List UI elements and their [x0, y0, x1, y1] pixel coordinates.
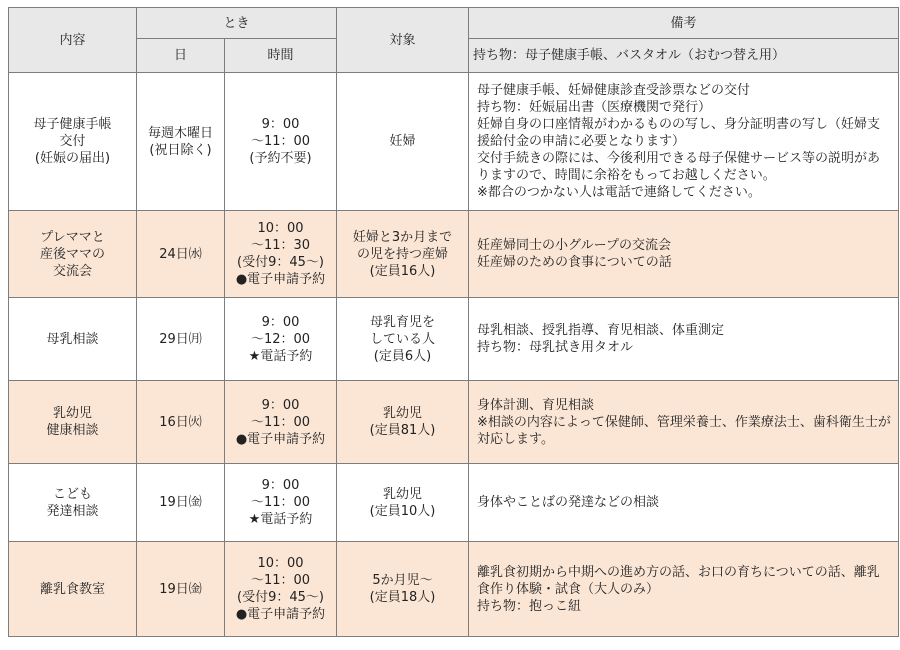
cell-note-line: ※相談の内容によって保健師、管理栄養士、作業療法士、歯科衛生士が対応します。 [477, 414, 891, 447]
cell-note [469, 73, 899, 211]
cell-note-line: ※都合のつかない人は電話で連絡してください。 [477, 185, 761, 200]
cell-note-line: 妊産婦同士の小グループの交流会 [477, 238, 671, 253]
cell-note-line: 持ち物：妊娠届出書（医療機関で発行） [477, 100, 712, 115]
cell-time-line: 9：00 [261, 117, 300, 132]
cell-target-line: (定員81人) [369, 423, 436, 438]
cell-target-line: 乳幼児 [383, 406, 423, 421]
cell-time-line: 9：00 [261, 478, 300, 493]
cell-day-line: 19日㈮ [159, 581, 202, 597]
cell-note [469, 211, 899, 298]
table-row [9, 542, 899, 637]
cell-content-line: 発達相談 [46, 503, 99, 519]
header-day: 日 [137, 39, 225, 73]
cell-target-line: 母乳育児を [370, 314, 436, 330]
cell-content-line: 交付 [59, 134, 86, 149]
cell-note-line: 持ち物：抱っこ紐 [477, 598, 582, 614]
header-remarks: 備考 [469, 8, 899, 39]
cell-target [337, 211, 469, 298]
cell-time-line: ～11：00 [250, 495, 311, 510]
table-row [9, 211, 899, 298]
cell-day [137, 211, 225, 298]
cell-note-line: 持ち物：母乳拭き用タオル [477, 340, 634, 355]
cell-target-line: (定員6人) [373, 348, 432, 364]
table-row [9, 381, 899, 464]
cell-content [9, 211, 137, 298]
cell-content-line: 離乳食教室 [39, 581, 105, 597]
cell-target-line: の児を持つ産婦 [357, 246, 449, 262]
cell-content-line: 母乳相談 [46, 331, 99, 347]
cell-target-line: (定員18人) [369, 590, 436, 605]
cell-time-line: (受付9：45～) [237, 255, 324, 270]
cell-time-line: 10：00 [257, 556, 304, 571]
cell-time-line: 10：00 [257, 221, 304, 236]
cell-target-line: 妊婦と3か月まで [352, 229, 453, 245]
cell-target-line: 5か月児～ [372, 573, 433, 588]
cell-note-line: 妊婦自身の口座情報がわかるものの写し、身分証明書の写し（妊婦支援給付金の申請に必要となります） [477, 117, 881, 149]
cell-note-line: 離乳食初期から中期への進め方の話、お口の育ちについての話、離乳食作り体験・試食（大人のみ） [477, 564, 880, 597]
cell-target-line: (定員10人) [369, 503, 436, 519]
cell-content [9, 298, 137, 381]
cell-day-line: 16日㈫ [159, 414, 202, 430]
schedule-body [9, 73, 899, 637]
cell-time [225, 464, 337, 542]
cell-note [469, 542, 899, 637]
table-row [9, 464, 899, 542]
cell-target-line: している人 [370, 331, 436, 347]
cell-day-line: 29日㈪ [159, 331, 202, 347]
cell-day [137, 464, 225, 542]
cell-note-line: 交付手続きの際には、今後利用できる母子保健サービス等の説明がありますので、時間に余裕をもってお越しください。 [477, 151, 881, 183]
cell-time-line: 9：00 [261, 314, 300, 330]
cell-day-line: (祝日除く) [149, 142, 212, 158]
cell-target [337, 542, 469, 637]
cell-target-line: (定員16人) [369, 263, 436, 279]
cell-content-line: 交流会 [52, 263, 92, 279]
cell-content [9, 381, 137, 464]
cell-content-line: 産後ママの [39, 246, 105, 262]
cell-content-line: プレママと [40, 229, 105, 245]
cell-time-line: ★電話予約 [248, 512, 313, 527]
cell-content [9, 464, 137, 542]
cell-time-line: ～11：30 [250, 238, 311, 253]
cell-day [137, 298, 225, 381]
cell-note-line: 身体やことばの発達などの相談 [477, 495, 660, 510]
cell-time [225, 542, 337, 637]
schedule-table [8, 7, 899, 637]
cell-day-line: 19日㈮ [159, 495, 202, 510]
cell-note-line: 母子健康手帳、妊婦健康診査受診票などの交付 [477, 83, 751, 98]
cell-note-line: 妊産婦のための食事についての話 [477, 255, 672, 270]
cell-content [9, 73, 137, 211]
cell-target [337, 464, 469, 542]
cell-day-line: 24日㈬ [159, 246, 202, 262]
table-row [9, 298, 899, 381]
cell-time [225, 211, 337, 298]
cell-content-line: 母子健康手帳 [33, 117, 112, 132]
cell-content [9, 542, 137, 637]
cell-time [225, 381, 337, 464]
cell-target [337, 73, 469, 211]
cell-time-line: (受付9：45～) [237, 590, 324, 605]
header-time: 時間 [225, 39, 337, 73]
cell-target-line: 乳幼児 [383, 486, 423, 502]
cell-note-line: 母乳相談、授乳指導、育児相談、体重測定 [477, 323, 725, 338]
cell-time [225, 73, 337, 211]
cell-time-line: 9：00 [261, 397, 300, 413]
cell-target-line: 妊婦 [389, 134, 416, 149]
cell-day [137, 542, 225, 637]
cell-target [337, 381, 469, 464]
cell-content-line: 健康相談 [46, 423, 99, 438]
cell-note [469, 298, 899, 381]
cell-time-line: ～12：00 [250, 331, 311, 347]
cell-target [337, 298, 469, 381]
cell-time-line: ～11：00 [250, 414, 311, 430]
cell-time-line: ●電子申請予約 [235, 607, 326, 622]
cell-time-line: ★電話予約 [248, 348, 313, 364]
cell-note [469, 381, 899, 464]
cell-day [137, 73, 225, 211]
cell-day [137, 381, 225, 464]
header-content: 内容 [9, 8, 137, 73]
cell-note-line: 身体計測、育児相談 [477, 397, 595, 413]
cell-content-line: こども [52, 486, 92, 502]
header-toki: とき [137, 8, 337, 39]
cell-time-line: (予約不要) [249, 151, 312, 166]
cell-time-line: ～11：00 [250, 134, 311, 149]
cell-content-line: (妊娠の届出) [34, 151, 111, 166]
header-target: 対象 [337, 8, 469, 73]
cell-time-line: ●電子申請予約 [235, 431, 326, 447]
schedule-table-container [8, 7, 899, 637]
header-row-1 [9, 8, 899, 39]
cell-note [469, 464, 899, 542]
cell-day-line: 毎週木曜日 [147, 125, 213, 141]
header-remarks-sub: 持ち物：母子健康手帳、バスタオル（おむつ替え用） [469, 39, 899, 73]
cell-time-line: ～11：00 [250, 573, 311, 588]
table-row [9, 73, 899, 211]
cell-content-line: 乳幼児 [52, 406, 92, 421]
cell-time [225, 298, 337, 381]
cell-time-line: ●電子申請予約 [235, 272, 326, 287]
